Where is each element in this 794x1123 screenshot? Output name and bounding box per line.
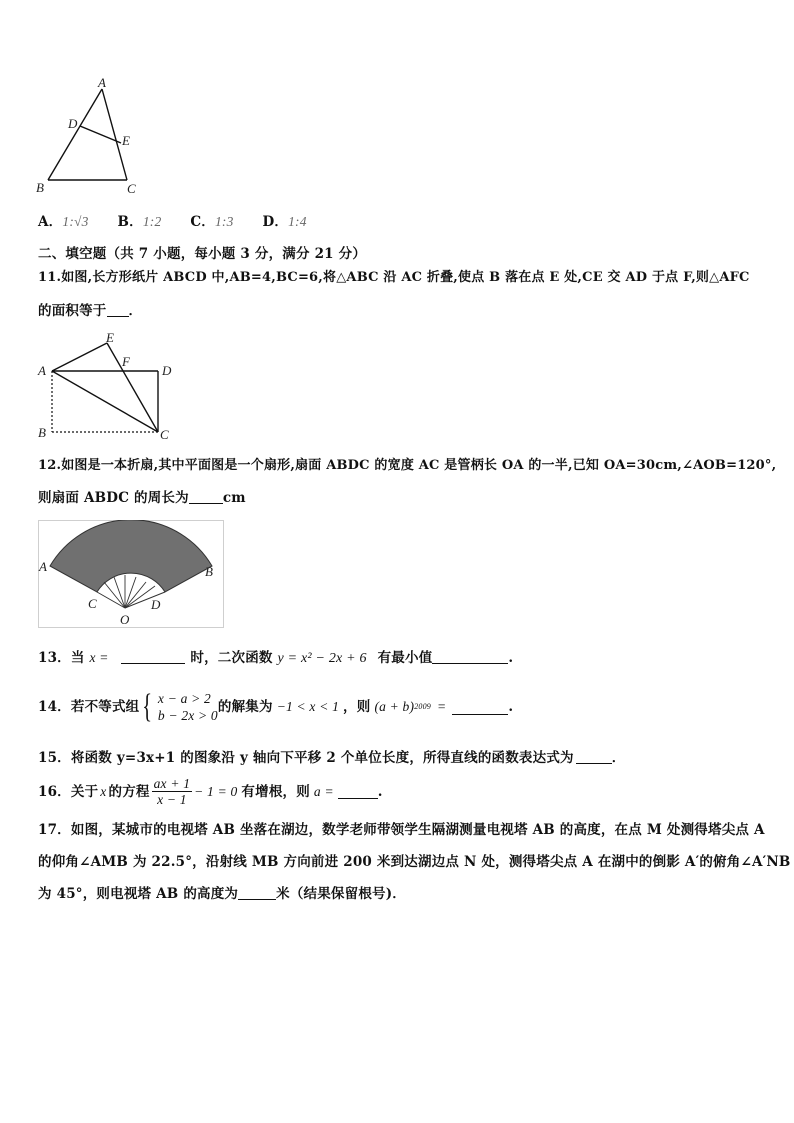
q17-line1: 17．如图，某城市的电视塔 AB 坐落在湖边，数学老师带领学生隔湖测量电视塔 AB 的高度，在点 M 处测得塔尖点 A xyxy=(38,822,765,838)
q12-label-A: A xyxy=(39,559,47,574)
q11-label-D: D xyxy=(162,363,172,378)
q10-option-c: C．1:3 xyxy=(190,214,234,230)
q10-label-C: C xyxy=(127,181,136,196)
q13-blank-x[interactable] xyxy=(121,649,185,664)
q12-label-D: D xyxy=(151,597,161,612)
q10-label-B: B xyxy=(36,180,44,195)
q17-line3: 为 45°，则电视塔 AB 的高度为 米（结果保留根号)． xyxy=(38,886,407,902)
q13-blank-min[interactable] xyxy=(432,649,508,664)
q11-line1: 11.如图,长方形纸片 ABCD 中,AB=4,BC=6,将△ABC 沿 AC 折叠,使点 B 落在点 E 处,CE 交 AD 于点 F,则△AFC xyxy=(38,270,750,285)
q11-line2: 的面积等于 ． xyxy=(38,303,143,319)
q12-answer-blank[interactable] xyxy=(189,489,223,504)
q12-line1: 12.如图是一本折扇,其中平面图是一个扇形,扇面 ABDC 的宽度 AC 是管柄长 OA 的一半,已知 OA=30cm,∠AOB=120°, xyxy=(38,458,777,473)
q14-answer-blank[interactable] xyxy=(452,700,508,715)
q12-label-C: C xyxy=(88,596,97,611)
q17-answer-blank[interactable] xyxy=(238,885,276,900)
q14-inequality-system: { x − a > 2 b − 2x > 0 xyxy=(142,688,218,725)
section-title: 二、填空题（共 7 小题，每小题 3 分，满分 21 分） xyxy=(38,246,367,262)
q12-line2: 则扇面 ABDC 的周长为 cm xyxy=(38,490,246,506)
q10-label-D: D xyxy=(68,116,78,131)
q16-fraction: $\frac{ax + 1}{x - 1}$ xyxy=(153,776,191,807)
q12-fan-figure xyxy=(38,520,224,628)
q10-triangle-figure xyxy=(30,75,150,200)
q10-option-a: A．1:√3 xyxy=(38,214,89,230)
q16-answer-blank[interactable] xyxy=(338,784,378,799)
q17-line2: 的仰角∠AMB 为 22.5°，沿射线 MB 方向前进 200 米到达湖边点 N 处，测得塔尖点 A 在湖中的倒影 A′的俯角∠A′NB xyxy=(38,854,791,870)
q10-label-E: E xyxy=(122,133,130,148)
q11-answer-blank[interactable] xyxy=(107,302,129,317)
q15-line: 15．将函数 y=3x+1 的图象沿 y 轴向下平移 2 个单位长度，所得直线的函数表达式为 ． xyxy=(38,750,626,766)
q12-label-B: B xyxy=(205,564,213,579)
q10-options xyxy=(38,212,331,232)
q11-label-C: C xyxy=(160,427,169,442)
q11-label-E: E xyxy=(106,330,114,345)
q10-label-A: A xyxy=(98,75,106,90)
q10-option-b: B．1:2 xyxy=(117,214,162,230)
q11-label-A: A xyxy=(38,363,46,378)
q11-label-B: B xyxy=(38,425,46,440)
q14-line: 14．若不等式组 { x − a > 2 b − 2x > 0 的解集为 −1 < x < 1 ，则 (a + b) 2009 = . xyxy=(38,688,514,725)
q15-answer-blank[interactable] xyxy=(576,749,612,764)
q12-label-O: O xyxy=(120,612,130,627)
q13-line: 13．当 x = 时，二次函数 y = x² − 2x + 6 有最小值 . xyxy=(38,650,514,666)
q16-line: 16．关于 x 的方程 $\frac{ax + 1}{x - 1}$ − 1 = 0 有增根，则 a = . xyxy=(38,776,383,807)
q10-option-d: D．1:4 xyxy=(262,214,307,230)
q11-label-F: F xyxy=(122,354,130,369)
q11-rectangle-figure xyxy=(30,330,190,445)
